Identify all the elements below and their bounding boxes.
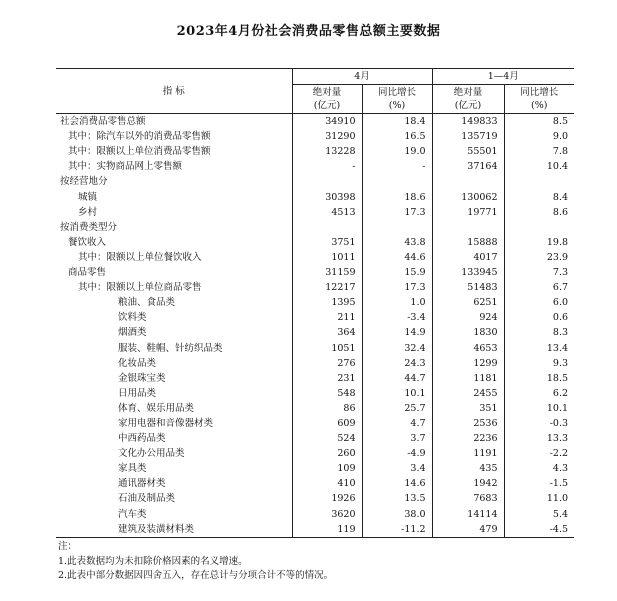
- cell-april-yoy: 43.8: [362, 235, 432, 250]
- cell-april-yoy: 44.7: [362, 371, 432, 386]
- cell-april-yoy: 18.6: [362, 190, 432, 205]
- cell-ytd-abs: 149833: [432, 114, 504, 130]
- table-row: [56, 295, 574, 310]
- cell-ytd-abs: 55501: [432, 144, 504, 159]
- cell-april-abs: 609: [292, 416, 362, 431]
- row-label: 建筑及装潢材料类: [56, 522, 292, 538]
- row-label: 其中：除汽车以外的消费品零售额: [68, 131, 211, 143]
- row-label: 城镇: [78, 191, 98, 203]
- cell-ytd-yoy: 8.5: [504, 114, 574, 130]
- header-abs-2: 绝对量 (亿元): [432, 85, 504, 114]
- cell-ytd-yoy: [504, 174, 574, 189]
- row-label: 烟酒类: [118, 327, 147, 339]
- note-2: 2.此表中部分数据因四舍五入，存在总计与分项合计不等的情况。: [58, 570, 334, 581]
- cell-april-abs: 119: [292, 522, 362, 538]
- cell-april-abs: 34910: [292, 114, 362, 130]
- cell-april-yoy: 19.0: [362, 144, 432, 159]
- cell-ytd-yoy: 18.5: [504, 371, 574, 386]
- cell-april-yoy: 13.5: [362, 491, 432, 506]
- row-label: 体育、娱乐用品类: [118, 402, 195, 414]
- footnotes: [58, 540, 333, 584]
- cell-april-abs: 1011: [292, 250, 362, 265]
- cell-ytd-yoy: -1.5: [504, 476, 574, 491]
- cell-ytd-abs: 1181: [432, 371, 504, 386]
- table-row: [56, 280, 574, 295]
- cell-april-yoy: 3.4: [362, 461, 432, 476]
- data-table: [56, 68, 574, 538]
- header-group-jan-apr: 1—4月: [432, 69, 574, 85]
- cell-ytd-abs: 435: [432, 461, 504, 476]
- table-row: [56, 401, 574, 416]
- cell-ytd-abs: 37164: [432, 159, 504, 174]
- row-label: 日用品类: [118, 387, 157, 399]
- cell-ytd-abs: 2455: [432, 386, 504, 401]
- cell-april-yoy: 18.4: [362, 114, 432, 130]
- cell-april-abs: 211: [292, 310, 362, 325]
- cell-april-abs: 260: [292, 446, 362, 461]
- cell-april-yoy: 3.7: [362, 431, 432, 446]
- cell-ytd-yoy: 8.3: [504, 325, 574, 340]
- table-row: [56, 310, 574, 325]
- cell-ytd-abs: 1191: [432, 446, 504, 461]
- table-row: [56, 205, 574, 220]
- table-row: [56, 386, 574, 401]
- row-label: 乡村: [78, 206, 98, 218]
- cell-april-yoy: 17.3: [362, 205, 432, 220]
- table-row: [56, 522, 574, 538]
- cell-ytd-abs: [432, 220, 504, 235]
- table-row: [56, 446, 574, 461]
- cell-april-abs: 12217: [292, 280, 362, 295]
- row-label: 其中：实物商品网上零售额: [68, 161, 183, 173]
- cell-ytd-yoy: 11.0: [504, 491, 574, 506]
- cell-ytd-yoy: -4.5: [504, 522, 574, 538]
- table-row: [56, 416, 574, 431]
- row-label: 按经营地分: [60, 176, 108, 188]
- row-label: 其中：限额以上单位商品零售: [78, 282, 202, 294]
- cell-ytd-abs: 51483: [432, 280, 504, 295]
- cell-april-yoy: 10.1: [362, 386, 432, 401]
- cell-april-yoy: 14.6: [362, 476, 432, 491]
- cell-ytd-yoy: 7.3: [504, 265, 574, 280]
- cell-april-abs: 231: [292, 371, 362, 386]
- cell-april-yoy: 32.4: [362, 341, 432, 356]
- row-label: 粮油、食品类: [118, 297, 176, 309]
- cell-april-yoy: 44.6: [362, 250, 432, 265]
- cell-ytd-yoy: 4.3: [504, 461, 574, 476]
- cell-april-yoy: [362, 174, 432, 189]
- cell-ytd-yoy: -2.2: [504, 446, 574, 461]
- cell-ytd-yoy: [504, 220, 574, 235]
- row-label: 其中：限额以上单位消费品零售额: [68, 146, 211, 158]
- table-row: [56, 461, 574, 476]
- cell-april-abs: 276: [292, 356, 362, 371]
- cell-april-yoy: 1.0: [362, 295, 432, 310]
- header-abs-1: 绝对量 (亿元): [292, 85, 362, 114]
- cell-april-abs: 524: [292, 431, 362, 446]
- table-row: [56, 159, 574, 174]
- cell-april-abs: 30398: [292, 190, 362, 205]
- row-label: 商品零售: [68, 267, 107, 279]
- table-row: [56, 341, 574, 356]
- cell-april-abs: 410: [292, 476, 362, 491]
- cell-april-abs: 86: [292, 401, 362, 416]
- cell-april-abs: 548: [292, 386, 362, 401]
- cell-april-abs: 3751: [292, 235, 362, 250]
- cell-ytd-yoy: 6.2: [504, 386, 574, 401]
- cell-april-abs: 13228: [292, 144, 362, 159]
- header-group-april: 4月: [292, 69, 432, 85]
- header-yoy-1: 同比增长 (%): [362, 85, 432, 114]
- cell-ytd-yoy: -0.3: [504, 416, 574, 431]
- row-label: 石油及制品类: [118, 493, 176, 505]
- cell-ytd-abs: 6251: [432, 295, 504, 310]
- cell-ytd-abs: [432, 174, 504, 189]
- cell-april-abs: 1051: [292, 341, 362, 356]
- cell-ytd-yoy: 19.8: [504, 235, 574, 250]
- cell-ytd-abs: 1299: [432, 356, 504, 371]
- cell-ytd-abs: 4017: [432, 250, 504, 265]
- row-label: 家具类: [118, 463, 147, 475]
- cell-ytd-abs: 15888: [432, 235, 504, 250]
- table-row: [56, 356, 574, 371]
- cell-ytd-yoy: 13.3: [504, 431, 574, 446]
- table-row: [56, 431, 574, 446]
- cell-ytd-yoy: 6.7: [504, 280, 574, 295]
- table-row: [56, 174, 574, 189]
- cell-april-abs: 1926: [292, 491, 362, 506]
- notes-heading: 注：: [58, 541, 78, 552]
- table-row: [56, 235, 574, 250]
- cell-ytd-yoy: 5.4: [504, 507, 574, 522]
- table-row: [56, 476, 574, 491]
- cell-ytd-abs: 479: [432, 522, 504, 538]
- cell-ytd-abs: 1830: [432, 325, 504, 340]
- cell-ytd-abs: 2236: [432, 431, 504, 446]
- cell-ytd-yoy: 0.6: [504, 310, 574, 325]
- cell-april-yoy: -: [362, 159, 432, 174]
- table-row: [56, 114, 574, 130]
- cell-april-abs: 31159: [292, 265, 362, 280]
- cell-ytd-abs: 4653: [432, 341, 504, 356]
- cell-april-abs: 4513: [292, 205, 362, 220]
- cell-ytd-abs: 351: [432, 401, 504, 416]
- cell-ytd-abs: 14114: [432, 507, 504, 522]
- cell-april-abs: 31290: [292, 129, 362, 144]
- cell-april-abs: 3620: [292, 507, 362, 522]
- row-label: 其中：限额以上单位餐饮收入: [78, 251, 202, 263]
- cell-ytd-yoy: 10.4: [504, 159, 574, 174]
- cell-april-yoy: 14.9: [362, 325, 432, 340]
- row-label: 服装、鞋帽、针纺织品类: [118, 342, 223, 354]
- cell-april-yoy: -3.4: [362, 310, 432, 325]
- table-row: [56, 129, 574, 144]
- row-label: 金银珠宝类: [118, 372, 166, 384]
- cell-ytd-abs: 924: [432, 310, 504, 325]
- table-row: [56, 491, 574, 506]
- cell-ytd-abs: 7683: [432, 491, 504, 506]
- cell-april-yoy: [362, 220, 432, 235]
- row-label: 家用电器和音像器材类: [118, 417, 214, 429]
- cell-april-yoy: 25.7: [362, 401, 432, 416]
- table-row: [56, 190, 574, 205]
- cell-april-abs: [292, 174, 362, 189]
- cell-ytd-abs: 130062: [432, 190, 504, 205]
- row-label: 饮料类: [118, 312, 147, 324]
- cell-ytd-yoy: 9.0: [504, 129, 574, 144]
- cell-april-abs: [292, 220, 362, 235]
- cell-april-yoy: 24.3: [362, 356, 432, 371]
- cell-april-yoy: 17.3: [362, 280, 432, 295]
- cell-april-yoy: -11.2: [362, 522, 432, 538]
- header-indicator: 指 标: [56, 69, 292, 114]
- table-row: [56, 220, 574, 235]
- cell-april-abs: -: [292, 159, 362, 174]
- cell-ytd-yoy: 7.8: [504, 144, 574, 159]
- table-row: [56, 250, 574, 265]
- table-row: [56, 325, 574, 340]
- cell-april-abs: 1395: [292, 295, 362, 310]
- header-yoy-2: 同比增长 (%): [504, 85, 574, 114]
- cell-ytd-yoy: 8.4: [504, 190, 574, 205]
- row-label: 餐饮收入: [68, 236, 107, 248]
- table-row: [56, 507, 574, 522]
- row-label: 社会消费品零售总额: [60, 116, 146, 128]
- cell-ytd-abs: 133945: [432, 265, 504, 280]
- cell-ytd-yoy: 8.6: [504, 205, 574, 220]
- cell-april-yoy: -4.9: [362, 446, 432, 461]
- table-row: [56, 265, 574, 280]
- cell-ytd-abs: 19771: [432, 205, 504, 220]
- cell-ytd-yoy: 13.4: [504, 341, 574, 356]
- row-label: 按消费类型分: [60, 221, 118, 233]
- row-label: 通讯器材类: [118, 478, 166, 490]
- cell-april-yoy: 15.9: [362, 265, 432, 280]
- row-label: 文化办公用品类: [118, 448, 185, 460]
- page-title: 2023年4月份社会消费品零售总额主要数据: [176, 24, 441, 39]
- cell-ytd-yoy: 23.9: [504, 250, 574, 265]
- cell-ytd-yoy: 10.1: [504, 401, 574, 416]
- row-label: 汽车类: [118, 508, 147, 520]
- cell-ytd-abs: 2536: [432, 416, 504, 431]
- table-row: [56, 144, 574, 159]
- note-1: 1.此表数据均为未扣除价格因素的名义增速。: [58, 555, 248, 567]
- cell-april-abs: 109: [292, 461, 362, 476]
- table-row: [56, 371, 574, 386]
- row-label: 中西药品类: [118, 433, 166, 445]
- cell-ytd-abs: 1942: [432, 476, 504, 491]
- cell-april-yoy: 4.7: [362, 416, 432, 431]
- row-label: 化妆品类: [118, 357, 157, 369]
- cell-ytd-yoy: 9.3: [504, 356, 574, 371]
- cell-ytd-abs: 135719: [432, 129, 504, 144]
- cell-april-yoy: 16.5: [362, 129, 432, 144]
- cell-ytd-yoy: 6.0: [504, 295, 574, 310]
- cell-april-abs: 364: [292, 325, 362, 340]
- cell-april-yoy: 38.0: [362, 507, 432, 522]
